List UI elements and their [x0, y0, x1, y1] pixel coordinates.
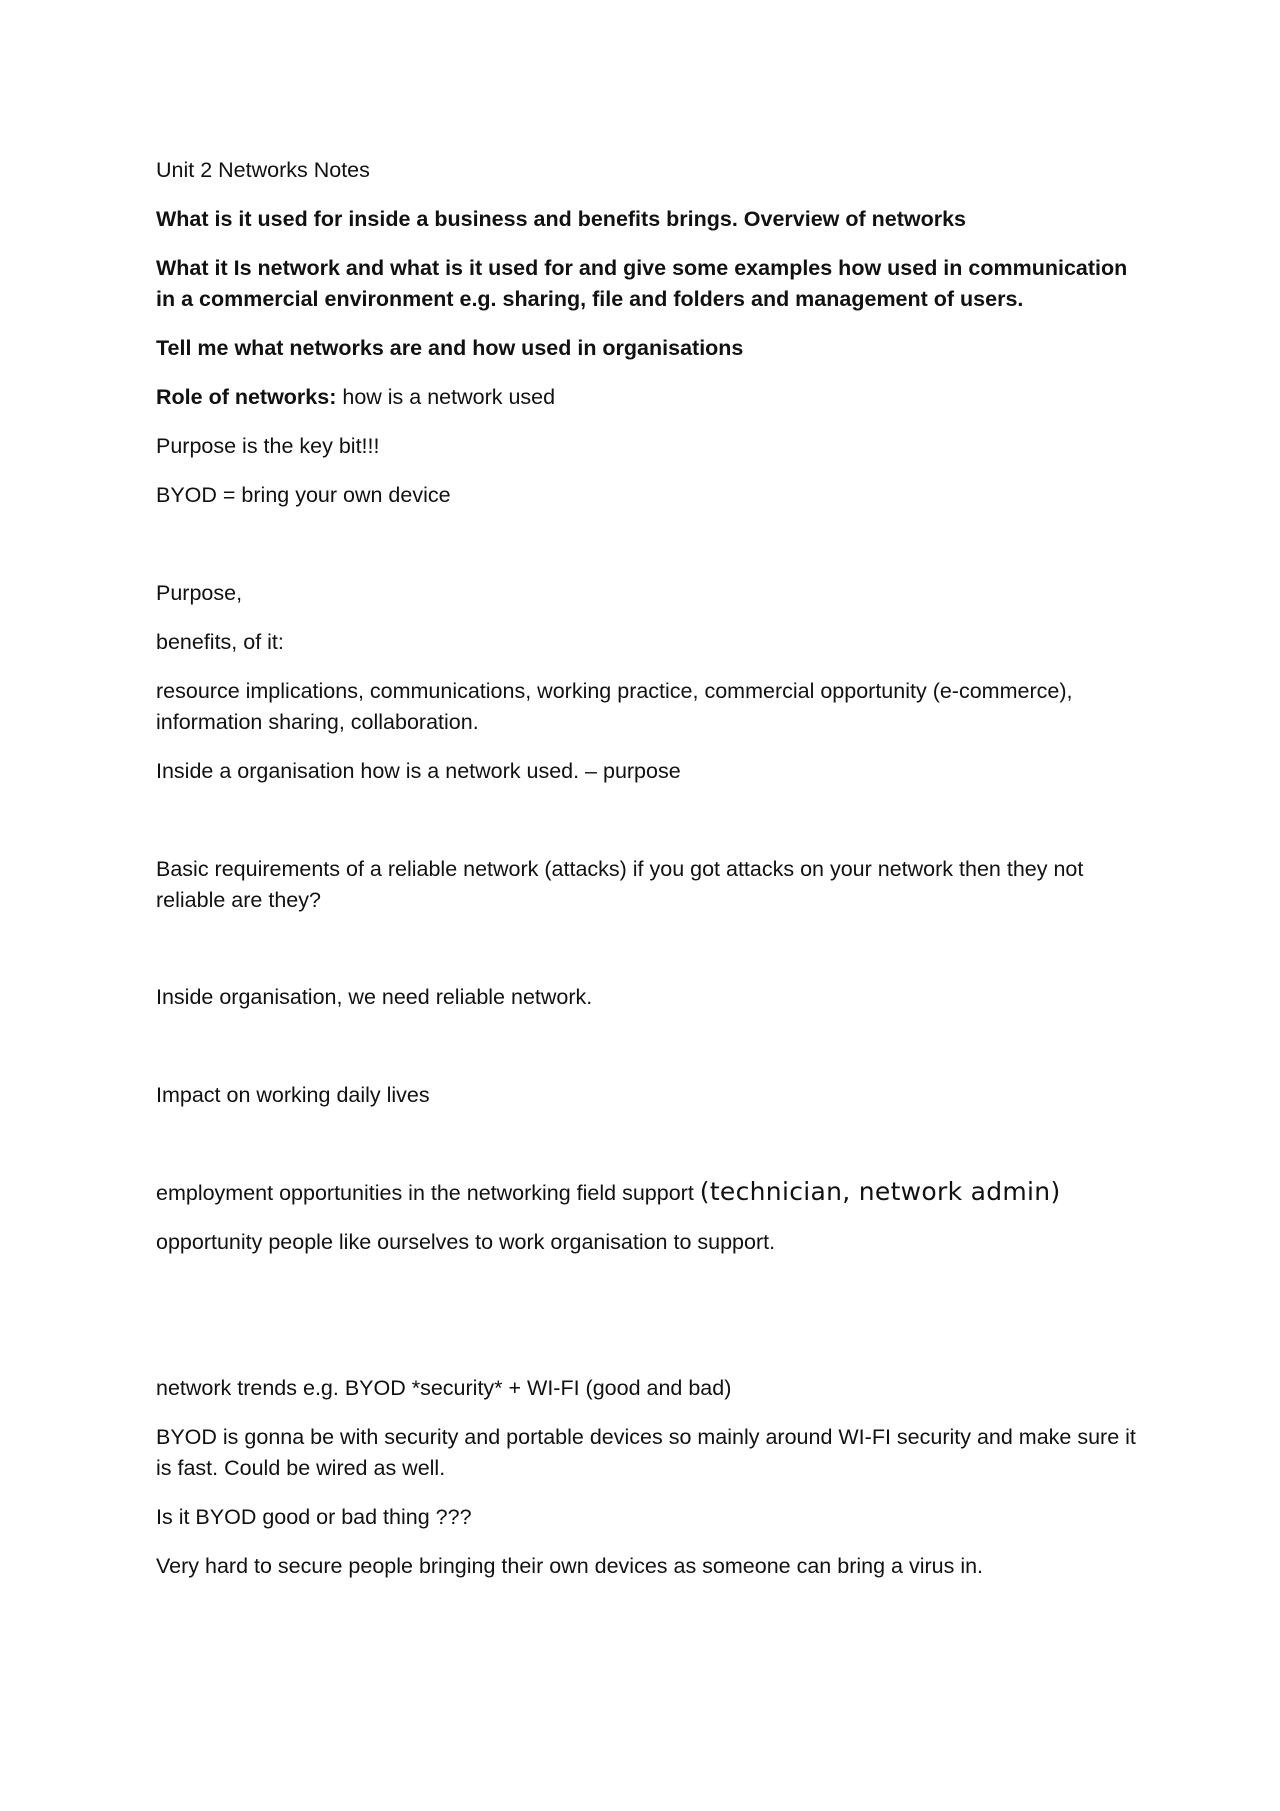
basic-requirements: Basic requirements of a reliable network (attacks) if you got attacks on your network then they not reliable are they? — [156, 857, 1084, 912]
hard-to-secure-note: Very hard to secure people bringing their own devices as someone can bring a virus in. — [156, 1554, 984, 1578]
question-organisations: Tell me what networks are and how used in organisations — [156, 336, 744, 360]
employment-roles: (technician, network admin) — [699, 1177, 1061, 1206]
role-text: how is a network used — [336, 385, 556, 409]
network-trends: network trends e.g. BYOD *security* + WI-FI (good and bad) — [156, 1376, 732, 1400]
employment-text: employment opportunities in the networking field support — [156, 1181, 700, 1205]
reliable-network-note: Inside organisation, we need reliable network. — [156, 985, 593, 1009]
purpose-key-note: Purpose is the key bit!!! — [156, 434, 380, 458]
opportunity-note: opportunity people like ourselves to work organisation to support. — [156, 1230, 776, 1254]
byod-question: Is it BYOD good or bad thing ??? — [156, 1505, 472, 1529]
role-label: Role of networks: — [156, 385, 337, 409]
benefits-heading: benefits, of it: — [156, 630, 284, 654]
question-overview: What is it used for inside a business and benefits brings. Overview of networks — [156, 207, 967, 231]
purpose-heading: Purpose, — [156, 581, 243, 605]
byod-definition: BYOD = bring your own device — [156, 483, 451, 507]
employment-opportunities — [156, 1176, 1136, 1209]
byod-security-note: BYOD is gonna be with security and portable devices so mainly around WI-FI security and make sure it is fast. Could be wired as well. — [156, 1425, 1136, 1480]
question-network-definition: What it Is network and what is it used for and give some examples how used in communication in a commercial environment e.g. sharing, file and folders and management of users. — [156, 256, 1128, 311]
resource-list: resource implications, communications, working practice, commercial opportunity (e-commerce), information sharing, collaboration. — [156, 679, 1073, 734]
inside-organisation-purpose: Inside a organisation how is a network used. – purpose — [156, 759, 681, 783]
document-title: Unit 2 Networks Notes — [156, 158, 370, 182]
role-of-networks — [156, 382, 1136, 413]
impact-note: Impact on working daily lives — [156, 1083, 430, 1107]
